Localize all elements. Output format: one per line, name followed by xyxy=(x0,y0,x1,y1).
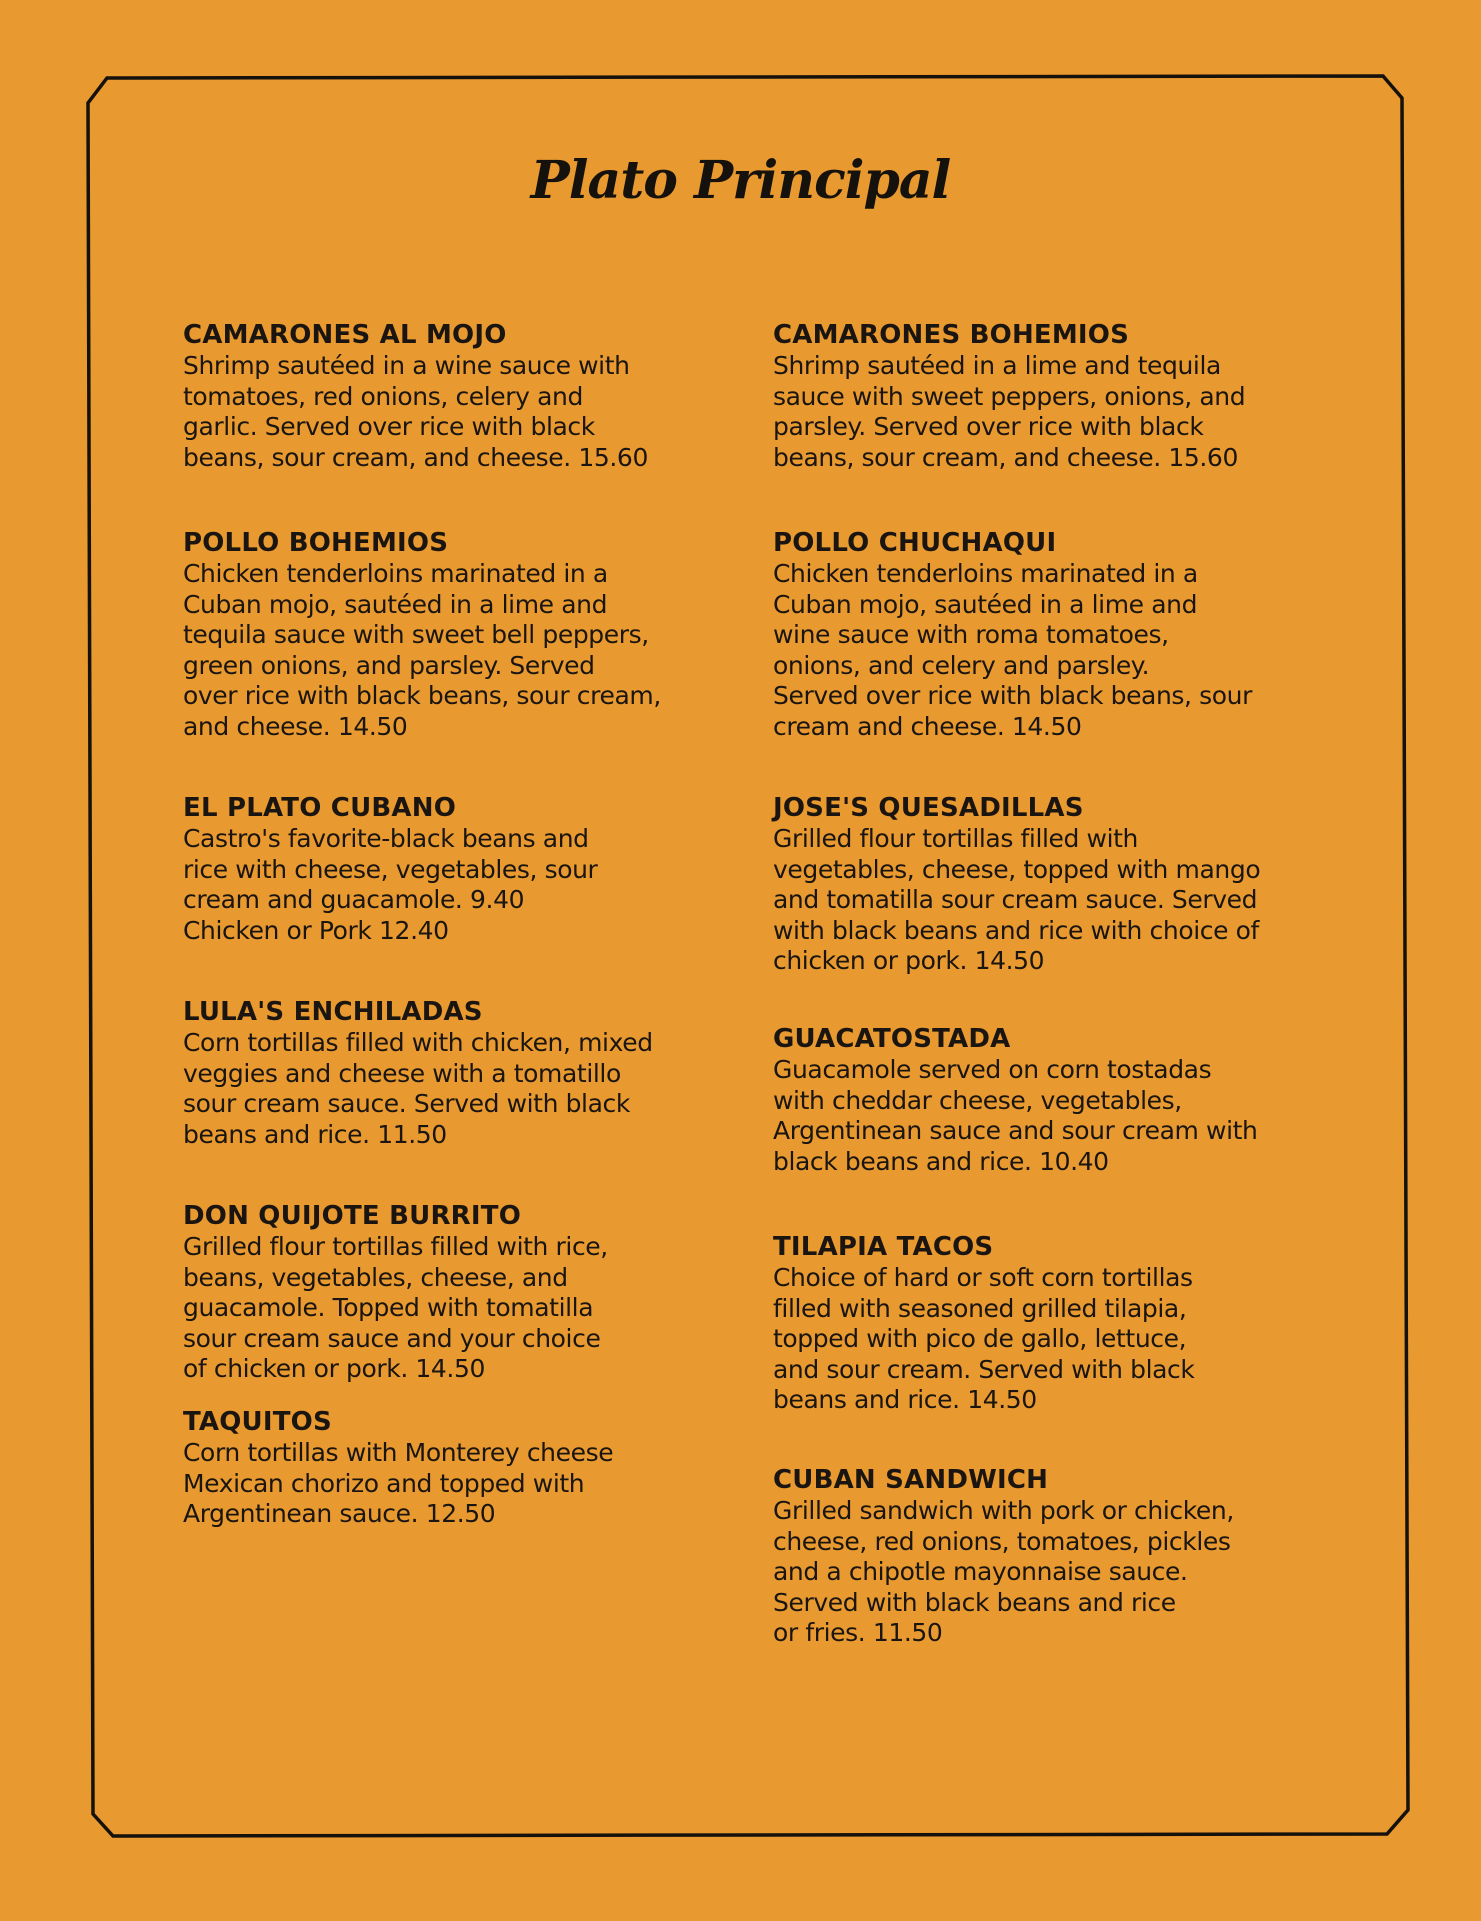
menu-item-name: GUACATOSTADA xyxy=(773,1024,1011,1054)
menu-item-name: DON QUIJOTE BURRITO xyxy=(183,1201,521,1231)
menu-item-pollo-chuchaqui xyxy=(773,528,1333,742)
menu-item-description: Grilled flour tortillas filled with vegetables, cheese, topped with mango and tomatilla sour cream sauce. Served with black beans and rice with choice of chicken or pork. 14.50 xyxy=(773,824,1261,975)
menu-item-name: CAMARONES BOHEMIOS xyxy=(773,320,1130,350)
menu-item-joses-quesadillas xyxy=(773,793,1333,977)
menu-item-camarones-al-mojo xyxy=(183,320,743,473)
menu-item-description: Grilled flour tortillas filled with rice, beans, vegetables, cheese, and guacamole. Topped with tomatilla sour cream sauce and your choice of chicken or pork. 14.50 xyxy=(183,1232,608,1383)
menu-item-description: Shrimp sautéed in a lime and tequila sauce with sweet peppers, onions, and parsley. Served over rice with black beans, sour cream, and cheese. 15.60 xyxy=(773,351,1246,472)
menu-item-name: EL PLATO CUBANO xyxy=(183,793,456,823)
menu-item-name: POLLO CHUCHAQUI xyxy=(773,528,1057,558)
menu-item-pollo-bohemios xyxy=(183,528,743,742)
menu-item-name: JOSE'S QUESADILLAS xyxy=(773,793,1084,823)
menu-item-description: Chicken tenderloins marinated in a Cuban mojo, sautéed in a lime and tequila sauce with sweet bell peppers, green onions, and parsley. Served over rice with black beans, sour cream, and cheese. 14.50 xyxy=(183,559,661,741)
menu-item-cuban-sandwich xyxy=(773,1465,1333,1649)
page-title: Plato Principal xyxy=(530,150,951,211)
menu-item-guacatostada xyxy=(773,1024,1333,1177)
menu-item-name: TILAPIA TACOS xyxy=(773,1232,994,1262)
menu-item-name: CAMARONES AL MOJO xyxy=(183,320,507,350)
menu-item-description: Castro's favorite-black beans and rice with cheese, vegetables, sour cream and guacamole. 9.40 Chicken or Pork 12.40 xyxy=(183,824,598,945)
menu-item-description: Guacamole served on corn tostadas with cheddar cheese, vegetables, Argentinean sauce and sour cream with black beans and rice. 10.40 xyxy=(773,1055,1258,1176)
menu-item-camarones-bohemios xyxy=(773,320,1333,473)
menu-item-don-quijote-burrito xyxy=(183,1201,743,1385)
menu-item-name: LULA'S ENCHILADAS xyxy=(183,997,483,1027)
menu-item-description: Chicken tenderloins marinated in a Cuban mojo, sautéed in a lime and wine sauce with roma tomatoes, onions, and celery and parsley. Served over rice with black beans, sour cream and cheese. 14.50 xyxy=(773,559,1252,741)
menu-item-tilapia-tacos xyxy=(773,1232,1333,1416)
menu-item-lulas-enchiladas xyxy=(183,997,743,1150)
menu-item-taquitos xyxy=(183,1407,743,1530)
menu-item-name: TAQUITOS xyxy=(183,1407,332,1437)
menu-item-description: Choice of hard or soft corn tortillas filled with seasoned grilled tilapia, topped with pico de gallo, lettuce, and sour cream. Served with black beans and rice. 14.50 xyxy=(773,1263,1195,1414)
menu-item-description: Corn tortillas filled with chicken, mixed veggies and cheese with a tomatillo sour cream sauce. Served with black beans and rice. 11.50 xyxy=(183,1028,653,1149)
menu-item-description: Shrimp sautéed in a wine sauce with tomatoes, red onions, celery and garlic. Served over rice with black beans, sour cream, and cheese. 15.60 xyxy=(183,351,648,472)
menu-item-el-plato-cubano xyxy=(183,793,743,946)
menu-item-name: CUBAN SANDWICH xyxy=(773,1465,1049,1495)
menu-item-name: POLLO BOHEMIOS xyxy=(183,528,449,558)
menu-item-description: Corn tortillas with Monterey cheese Mexican chorizo and topped with Argentinean sauce. 12.50 xyxy=(183,1438,614,1528)
menu-item-description: Grilled sandwich with pork or chicken, cheese, red onions, tomatoes, pickles and a chipotle mayonnaise sauce. Served with black beans and rice or fries. 11.50 xyxy=(773,1496,1234,1647)
